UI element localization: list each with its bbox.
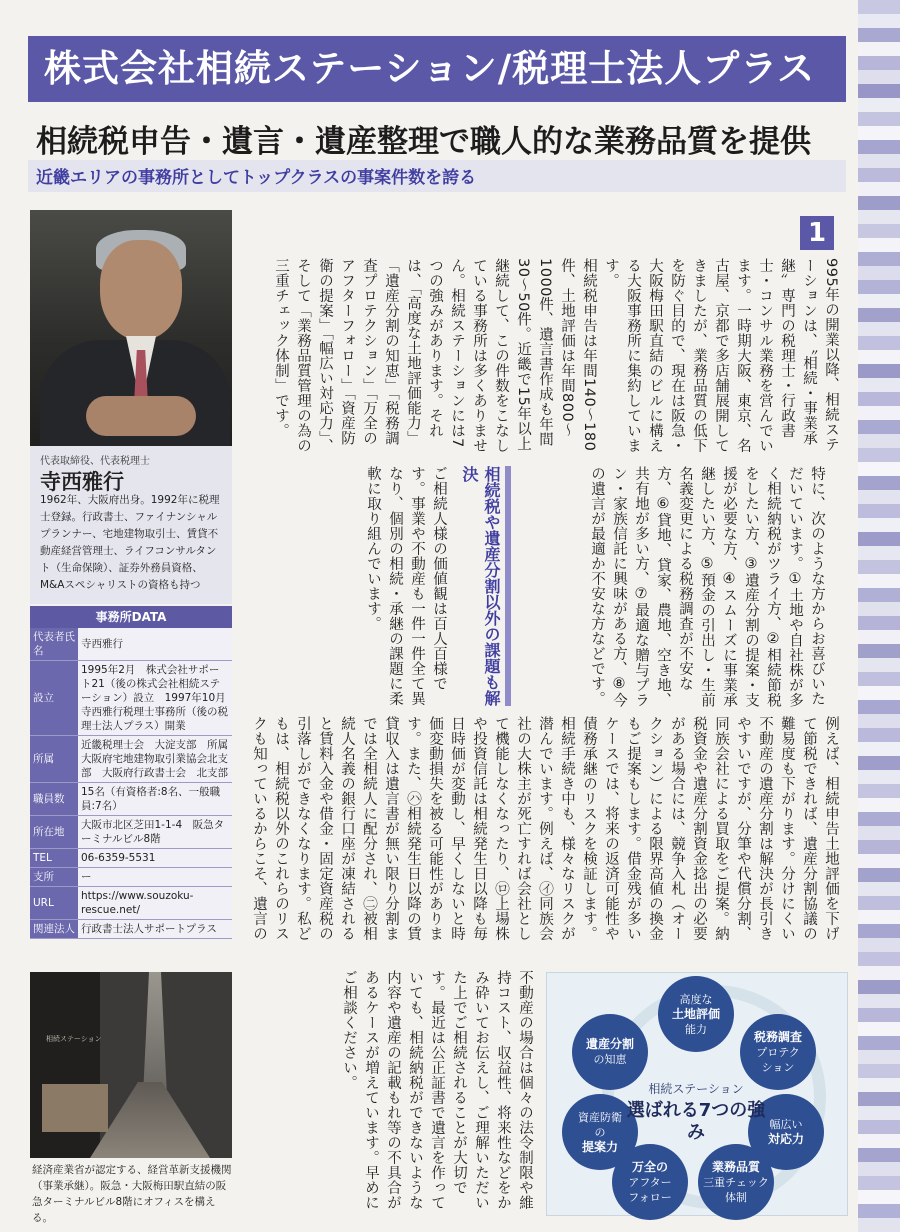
table-row <box>30 920 232 939</box>
headline: 相続税申告・遺言・遺産整理で職人的な業務品質を提供 <box>36 124 811 160</box>
profile-name: 寺西雅行 <box>40 470 124 494</box>
section-heading: 相続税や遺産分割以外の課題も解決 <box>460 466 501 706</box>
office-photo <box>30 972 232 1158</box>
article-block-top-a <box>246 258 842 454</box>
paragraph-5: 例えば、相続申告土地評価を下げて節税できれば、遺産分割協議の難易度も下がります。分けにくい不動産の遺産分割は解決が長引きやすいですが、分筆や代償分割、同族会社による買取をご提案。納税資金や遺産分割資金捻出の必要がある場合には、競争入札（オークション）による限界高値の換金もご提案もします。借金残が多いケースでは、将来の返済可能性や債務承継のリスクを検証します。 <box>581 716 839 941</box>
table-row <box>30 783 232 816</box>
photo-caption: 経済産業省が認定する、経営革新支援機関（事業承継）。阪急・大阪梅田駅直結の阪急ターミナルビル8階にオフィスを構える。 <box>32 1164 232 1224</box>
paragraph-6: 相続手続き中も、様々なリスクが潜んでいます。例えば、㋑同族会社の大株主が死亡すれば会社として機能しなくなったり、㋺上場株や投資信託は相続発生日以降も毎日時価が変動し、早くしないと時価変動損失を被る可能性があります。また、㋩相続発生日以降の賃貸収入は遺言書が無い限り分割までは全相続人に配分され、㊁被相続人名義の銀行口座が凍結されると賃料入金や借金・固定資産税の引落しができなくなります。私どもは、相続税以外のこれらのリスクも知っているからこそ、遺言の <box>251 716 575 941</box>
strength-circle: 万全の アフター フォロー <box>612 1144 688 1220</box>
paragraph-1: 995年の開業以降、相続ステーションは、〝相続・事業承継〟専門の税理士・行政書士・コンサル業務を営んでいます。一時期大阪、東京、名古屋、京都で多店舗展開してきましたが、業務品質の低下を防ぐ目的で、現在は阪急・大阪梅田駅直結のビルに構える大阪事務所に集約しています。 <box>603 258 839 453</box>
article-block-mid-a <box>246 466 450 716</box>
row-key: TEL <box>30 849 78 868</box>
paragraph-2: 相続税申告は年間140〜180件、土地評価は年間800〜1000件、遺言書作成も年間30〜50件。近畿で15年以上継続して、この件数をこなしている事務所は多くありません。相続ステーションには7つの強みがあります。それは、「高度な土地評価能力」「遺産分割の知恵」「税務調査プロテクション」「万全のアフターフォロー」「資産防衛の提案」「幅広い対応力」、そして「業務品質管理の為の三重チェック体制」です。 <box>273 258 597 454</box>
strength-circle: 税務調査 プロテク ション <box>740 1014 816 1090</box>
diagram-logo: 相続ステーション <box>648 1082 744 1096</box>
row-key: URL <box>30 887 78 920</box>
row-key: 所在地 <box>30 816 78 849</box>
strength-circle: 遺産分割 の知恵 <box>572 1014 648 1090</box>
row-key: 職員数 <box>30 783 78 816</box>
row-key: 支所 <box>30 868 78 887</box>
profile-bio: 1962年、大阪府出身。1992年に税理士登録。行政書士、ファイナンシャルプランナー、宅地建物取引士、賃貸不動産経営管理士、ライフコンサルタント（生命保険）、証券外務員資格、M&Aスペシャリストの資格も持つ <box>40 494 220 591</box>
row-value: 大阪市北区芝田1-1-4 阪急ターミナルビル8階 <box>78 816 232 849</box>
article-block-mid-b <box>246 716 842 954</box>
table-row <box>30 868 232 887</box>
table-row <box>30 816 232 849</box>
article-block-bottom <box>246 970 536 1214</box>
subheadline: 近畿エリアの事務所としてトップクラスの事案件数を誇る <box>36 168 477 188</box>
paragraph-7: 不動産の場合は個々の法令制限や維持コスト、収益性、将来性などをかみ砕いてお伝えし、ご理解いただいた上でご相続されることが大切です。最近は公正証書で遺言を作っていても、相続納税ができないような内容や遺産の記載もれ等の不具合があるケースが増えています。早めにご相談ください。 <box>341 970 533 1210</box>
row-value: https://www.souzoku-rescue.net/ <box>78 887 232 920</box>
strength-circle: 幅広い 対応力 <box>748 1094 824 1170</box>
edge-stripes <box>858 0 900 1230</box>
page-title: 株式会社相続ステーション/税理士法人プラス <box>44 47 816 90</box>
row-value: 1995年2月 株式会社サポート21（後の株式会社相続ステーション）設立 1997年10月 寺西雅行税理士事務所（後の税理士法人プラス）開業 <box>78 661 232 736</box>
section-number: 1 <box>800 216 834 250</box>
row-value: 06-6359-5531 <box>78 849 232 868</box>
table-row <box>30 736 232 783</box>
table-row <box>30 849 232 868</box>
article-block-top-b <box>528 466 828 716</box>
profile-role: 代表取締役、代表税理士 <box>40 456 150 467</box>
row-value: 寺西雅行 <box>78 628 232 661</box>
office-data-table <box>30 628 239 939</box>
office-data-heading: 事務所DATA <box>30 606 232 628</box>
diagram-center-title: 選ばれる7つの強み <box>626 1100 766 1143</box>
row-key: 所属 <box>30 736 78 783</box>
portrait-photo <box>30 210 232 446</box>
table-row <box>30 887 232 920</box>
strength-circle: 高度な 土地評価 能力 <box>658 976 734 1052</box>
row-key: 代表者氏名 <box>30 628 78 661</box>
strength-circle: 資産防衛 の 提案力 <box>562 1094 638 1170</box>
table-row <box>30 628 232 661</box>
strength-circle: 業務品質 三重チェック 体制 <box>698 1144 774 1220</box>
table-row <box>30 661 232 736</box>
row-key: 関連法人 <box>30 920 78 939</box>
office-sign: 相続ステーション <box>46 1035 102 1043</box>
row-value: ー <box>78 868 232 887</box>
row-value: 近畿税理士会 大淀支部 所属 大阪府宅地建物取引業協会北支部 大阪府行政書士会 北支部 <box>78 736 232 783</box>
row-value: 行政書士法人サポートプラス <box>78 920 232 939</box>
paragraph-3: 特に、次のような方からお喜びいただいています。①土地や自社株が多く相続納税がツライ方、②相続節税をしたい方、③遺産分割の提案・支援が必要な方、④スムーズに事業承継したい方、⑤預金の引出し・生前名義変更による税務調査が不安な方、⑥貸地、貸家、農地、空き地、共有地が多い方、⑦最適な贈与プラン・家族信託に興味がある方、⑧今の遺言が最適か不安な方などです。 <box>589 466 825 708</box>
paragraph-4: ご相続人様の価値観は百人百様です。事業や不動産も一件一件全て異なり、個別の相続・承継の課題に柔軟に取り組んでいます。 <box>365 466 447 706</box>
row-key: 設立 <box>30 661 78 736</box>
row-value: 15名（有資格者:8名、一般職員:7名） <box>78 783 232 816</box>
section-heading-bar <box>505 466 511 706</box>
